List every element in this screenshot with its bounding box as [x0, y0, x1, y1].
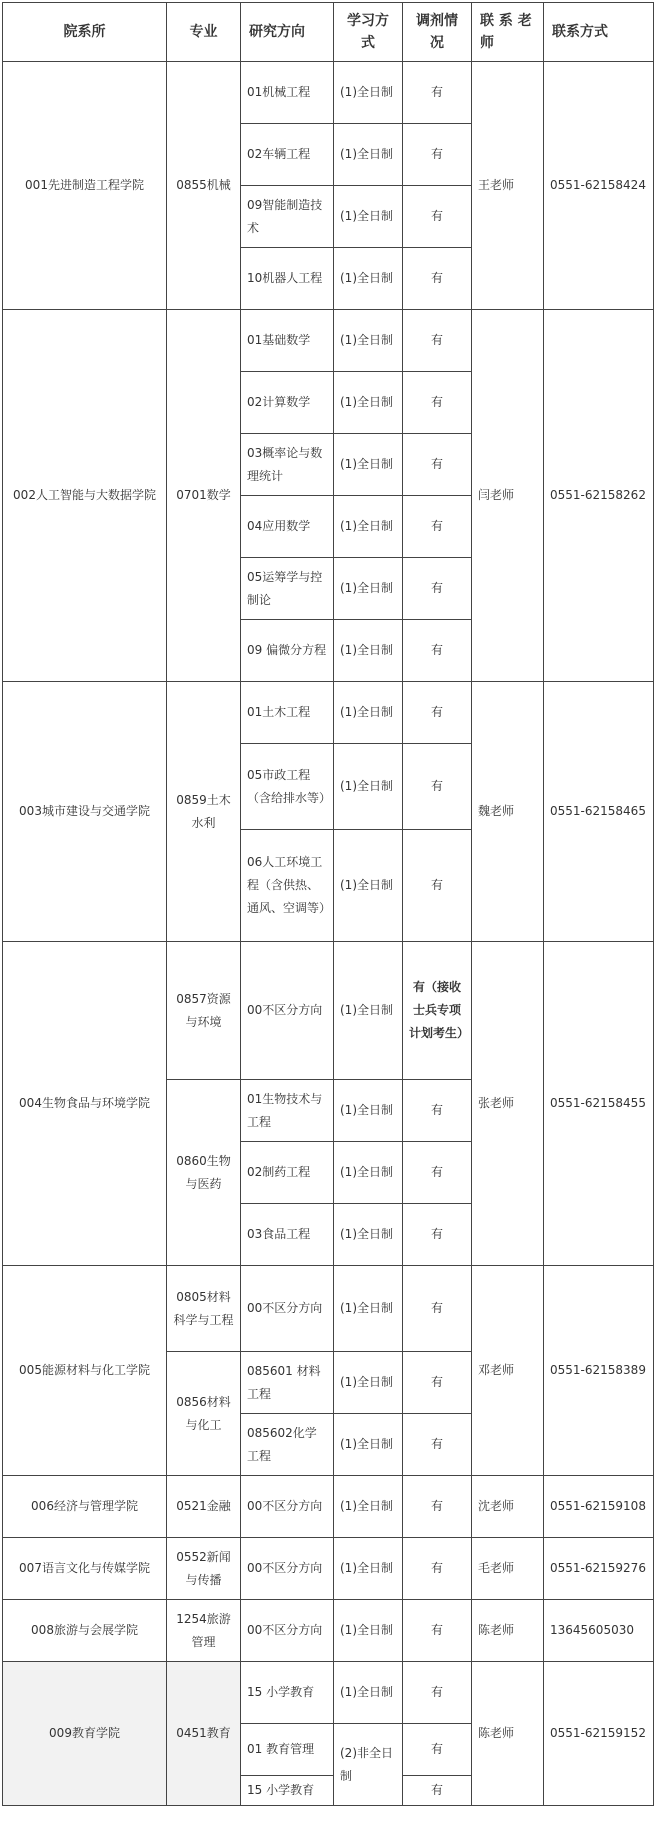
contact-phone: 0551-62159276	[544, 1538, 654, 1600]
adjustment-status: 有	[403, 372, 472, 434]
adjustment-status: 有	[403, 620, 472, 682]
adjustment-status: 有	[403, 682, 472, 744]
college-name: 001先进制造工程学院	[3, 62, 167, 310]
research-direction: 15 小学教育	[241, 1662, 334, 1724]
research-direction: 05市政工程（含给排水等）	[241, 744, 334, 830]
college-name: 008旅游与会展学院	[3, 1600, 167, 1662]
adjustment-status: 有	[403, 1414, 472, 1476]
study-mode: (1)全日制	[334, 1600, 403, 1662]
study-mode: (1)全日制	[334, 434, 403, 496]
table-body	[3, 62, 654, 1806]
major-name: 0856材料与化工	[167, 1352, 241, 1476]
adjustment-status: 有	[403, 1600, 472, 1662]
research-direction: 03食品工程	[241, 1204, 334, 1266]
contact-teacher: 陈老师	[472, 1662, 544, 1806]
study-mode: (1)全日制	[334, 942, 403, 1080]
study-mode: (1)全日制	[334, 186, 403, 248]
major-name: 0521金融	[167, 1476, 241, 1538]
research-direction: 01机械工程	[241, 62, 334, 124]
major-name: 0805材料科学与工程	[167, 1266, 241, 1352]
contact-phone: 13645605030	[544, 1600, 654, 1662]
college-name: 002人工智能与大数据学院	[3, 310, 167, 682]
study-mode: (1)全日制	[334, 682, 403, 744]
major-name: 0451教育	[167, 1662, 241, 1806]
study-mode: (1)全日制	[334, 620, 403, 682]
research-direction: 09智能制造技术	[241, 186, 334, 248]
adjustment-status: 有	[403, 124, 472, 186]
research-direction: 05运筹学与控制论	[241, 558, 334, 620]
header-mode: 学习方式	[334, 3, 403, 62]
adjustment-status: 有	[403, 744, 472, 830]
header-teacher: 联 系 老 师	[472, 3, 544, 62]
table-row	[3, 1600, 654, 1662]
research-direction: 03概率论与数理统计	[241, 434, 334, 496]
contact-phone: 0551-62159108	[544, 1476, 654, 1538]
contact-teacher: 沈老师	[472, 1476, 544, 1538]
study-mode: (1)全日制	[334, 1662, 403, 1724]
study-mode: (1)全日制	[334, 1266, 403, 1352]
research-direction: 00不区分方向	[241, 1538, 334, 1600]
college-name: 004生物食品与环境学院	[3, 942, 167, 1266]
contact-phone: 0551-62158389	[544, 1266, 654, 1476]
research-direction: 00不区分方向	[241, 942, 334, 1080]
research-direction: 06人工环境工程（含供热、通风、空调等）	[241, 830, 334, 942]
adjustment-status: 有	[403, 186, 472, 248]
contact-phone: 0551-62158262	[544, 310, 654, 682]
study-mode: (1)全日制	[334, 372, 403, 434]
table-row	[3, 682, 654, 744]
contact-teacher: 邓老师	[472, 1266, 544, 1476]
table-row	[3, 1266, 654, 1352]
research-direction: 085602化学工程	[241, 1414, 334, 1476]
major-name: 0552新闻与传播	[167, 1538, 241, 1600]
contact-phone: 0551-62158424	[544, 62, 654, 310]
adjustment-status: 有	[403, 1538, 472, 1600]
research-direction: 00不区分方向	[241, 1476, 334, 1538]
study-mode: (1)全日制	[334, 1142, 403, 1204]
adjustment-status: 有	[403, 496, 472, 558]
adjustment-status: 有	[403, 1776, 472, 1806]
contact-teacher: 闫老师	[472, 310, 544, 682]
table-row	[3, 942, 654, 1080]
research-direction: 01基础数学	[241, 310, 334, 372]
adjustment-status: 有（接收士兵专项计划考生）	[403, 942, 472, 1080]
contact-teacher: 毛老师	[472, 1538, 544, 1600]
adjustment-status: 有	[403, 1662, 472, 1724]
adjustment-status: 有	[403, 434, 472, 496]
study-mode: (1)全日制	[334, 310, 403, 372]
major-name: 0857资源与环境	[167, 942, 241, 1080]
college-name: 007语言文化与传媒学院	[3, 1538, 167, 1600]
header-row	[3, 3, 654, 62]
research-direction: 02计算数学	[241, 372, 334, 434]
college-name: 003城市建设与交通学院	[3, 682, 167, 942]
research-direction: 01 教育管理	[241, 1724, 334, 1776]
major-name: 0855机械	[167, 62, 241, 310]
contact-teacher: 王老师	[472, 62, 544, 310]
enrollment-table	[2, 2, 654, 1806]
study-mode: (1)全日制	[334, 1476, 403, 1538]
contact-teacher: 陈老师	[472, 1600, 544, 1662]
study-mode: (1)全日制	[334, 1080, 403, 1142]
research-direction: 04应用数学	[241, 496, 334, 558]
header-status: 调剂情况	[403, 3, 472, 62]
contact-teacher: 张老师	[472, 942, 544, 1266]
research-direction: 00不区分方向	[241, 1266, 334, 1352]
header-contact: 联系方式	[544, 3, 654, 62]
study-mode: (1)全日制	[334, 1352, 403, 1414]
header-direction: 研究方向	[241, 3, 334, 62]
research-direction: 09 偏微分方程	[241, 620, 334, 682]
major-name: 0860生物与医药	[167, 1080, 241, 1266]
major-name: 1254旅游管理	[167, 1600, 241, 1662]
research-direction: 15 小学教育	[241, 1776, 334, 1806]
adjustment-status: 有	[403, 1476, 472, 1538]
header-major: 专业	[167, 3, 241, 62]
adjustment-status: 有	[403, 310, 472, 372]
research-direction: 00不区分方向	[241, 1600, 334, 1662]
table-row	[3, 1662, 654, 1724]
adjustment-status: 有	[403, 558, 472, 620]
contact-phone: 0551-62159152	[544, 1662, 654, 1806]
adjustment-status: 有	[403, 1080, 472, 1142]
adjustment-status: 有	[403, 248, 472, 310]
study-mode: (1)全日制	[334, 830, 403, 942]
table-row	[3, 1538, 654, 1600]
study-mode: (1)全日制	[334, 744, 403, 830]
research-direction: 02车辆工程	[241, 124, 334, 186]
study-mode: (1)全日制	[334, 1538, 403, 1600]
contact-phone: 0551-62158465	[544, 682, 654, 942]
study-mode: (1)全日制	[334, 124, 403, 186]
table-row	[3, 310, 654, 372]
college-name: 009教育学院	[3, 1662, 167, 1806]
study-mode: (1)全日制	[334, 496, 403, 558]
study-mode: (1)全日制	[334, 62, 403, 124]
major-name: 0701数学	[167, 310, 241, 682]
study-mode: (2)非全日制	[334, 1724, 403, 1806]
college-name: 006经济与管理学院	[3, 1476, 167, 1538]
adjustment-status: 有	[403, 62, 472, 124]
college-name: 005能源材料与化工学院	[3, 1266, 167, 1476]
research-direction: 01土木工程	[241, 682, 334, 744]
study-mode: (1)全日制	[334, 248, 403, 310]
adjustment-status: 有	[403, 1266, 472, 1352]
research-direction: 01生物技术与工程	[241, 1080, 334, 1142]
research-direction: 02制药工程	[241, 1142, 334, 1204]
research-direction: 10机器人工程	[241, 248, 334, 310]
study-mode: (1)全日制	[334, 1414, 403, 1476]
adjustment-status: 有	[403, 1204, 472, 1266]
study-mode: (1)全日制	[334, 558, 403, 620]
study-mode: (1)全日制	[334, 1204, 403, 1266]
contact-phone: 0551-62158455	[544, 942, 654, 1266]
major-name: 0859土木水利	[167, 682, 241, 942]
adjustment-status: 有	[403, 1352, 472, 1414]
header-college: 院系所	[3, 3, 167, 62]
contact-teacher: 魏老师	[472, 682, 544, 942]
research-direction: 085601 材料工程	[241, 1352, 334, 1414]
adjustment-status: 有	[403, 1724, 472, 1776]
adjustment-status: 有	[403, 1142, 472, 1204]
table-row	[3, 1476, 654, 1538]
adjustment-status: 有	[403, 830, 472, 942]
table-row	[3, 62, 654, 124]
